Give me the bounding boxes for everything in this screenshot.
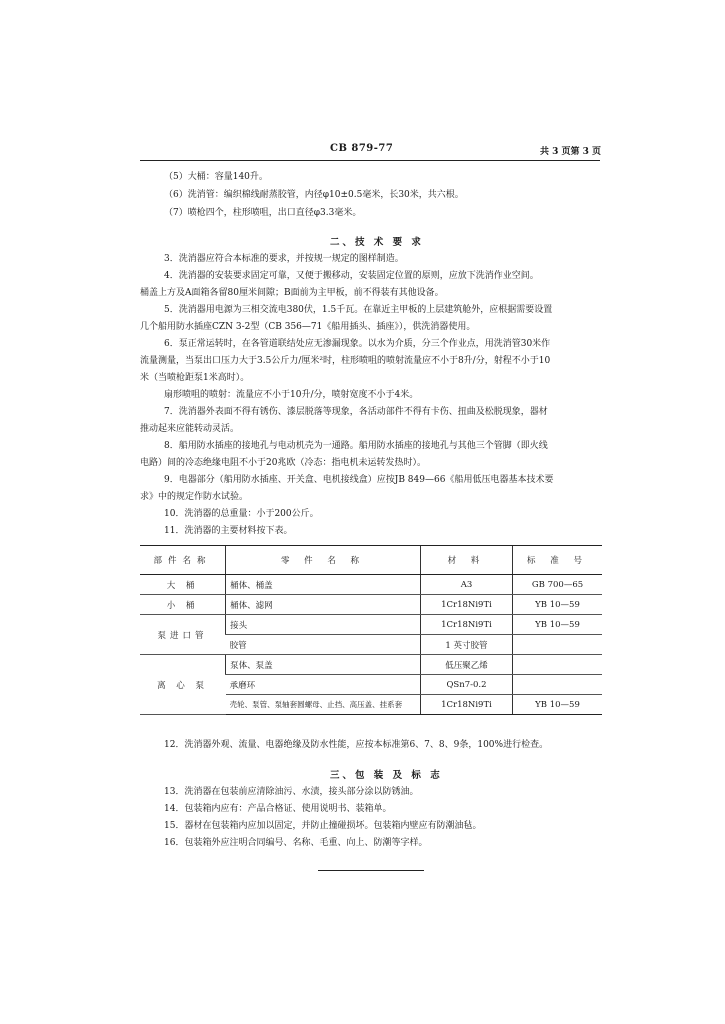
table-row (140, 575, 602, 595)
table-cell: 1Cr18Ni9Ti (420, 695, 512, 715)
req-line: 5．洗消器用电源为三相交流电380伏，1.5千瓦。在靠近主甲板的上层建筑舱外，应根据需要设置 (164, 305, 553, 315)
table-row (140, 615, 602, 635)
req-line: 12．洗消器外观、流量、电器绝缘及防水性能，应按本标准第6、7、8、9条，100%进行检查。 (164, 740, 549, 750)
table-cell: 低压聚乙烯 (420, 655, 512, 675)
header-rule (140, 160, 600, 161)
req-line: 10．洗消器的总重量：小于200公斤。 (164, 509, 319, 519)
table-cell: 大 桶 (140, 575, 226, 595)
section-title-packaging: 三、包 装 及 标 志 (330, 770, 443, 781)
req-line: 流量测量，当泵出口压力大于3.5公斤力/厘米²时，柱形喷咀的喷射流量应不小于8升/分，射程不小于10 (140, 356, 551, 366)
section-title-requirements: 二、技 术 要 求 (330, 237, 424, 248)
req-line: 米（当喷枪距泵1米高时）。 (140, 373, 250, 383)
table-cell: GB 700—65 (513, 575, 602, 595)
table-cell: YB 10—59 (513, 695, 602, 715)
table-cell: 承磨环 (226, 675, 421, 695)
column-header: 标 准 号 (513, 546, 602, 575)
req-line: 求》中的规定作防水试验。 (140, 492, 249, 502)
req-line: 几个船用防水插座CZN 3-2型（CB 356—71《船用插头、插座》），供洗消器使用。 (140, 322, 476, 332)
table-cell: A3 (420, 575, 512, 595)
table-cell (513, 675, 602, 695)
table-cell (513, 655, 602, 675)
item-line: （5）大桶：容量140升。 (164, 172, 268, 182)
item-line: （6）洗消管：编织棉线耐蒸胶管，内径φ10±0.5毫米，长30米，共六根。 (164, 190, 464, 200)
req-line: 11．洗消器的主要材料按下表。 (164, 526, 293, 536)
table-cell: 桶体、滤网 (226, 595, 421, 615)
req-line: 推动起来应能转动灵活。 (140, 424, 240, 434)
column-header: 零 件 名 称 (226, 546, 421, 575)
pack-line: 14．包装箱内应有：产品合格证、使用说明书、装箱单。 (164, 804, 392, 814)
req-line: 6．泵正常运转时，在各管道联结处应无渗漏现象。以水为介质，分三个作业点，用洗消管30米作 (164, 339, 551, 349)
column-header: 材 料 (420, 546, 512, 575)
req-line: 3．洗消器应符合本标准的要求，并按规一规定的图样制造。 (164, 254, 404, 264)
req-line: 7．洗消器外表面不得有锈伤、漆层脱落等现象，各活动部件不得有卡伤、扭曲及松脱现象，器材 (164, 407, 548, 417)
table-row (140, 655, 602, 675)
pack-line: 16．包装箱外应注明合同编号、名称、毛重、向上、防潮等字样。 (164, 838, 428, 848)
req-line: 8．船用防水插座的接地孔与电动机壳为一通路。船用防水插座的接地孔与其他三个管脚（即火线 (164, 441, 548, 451)
table-cell: YB 10—59 (513, 595, 602, 615)
req-line: 电路）间的冷态绝缘电阻不小于20兆欧（冷态：指电机未运转发热时）。 (140, 458, 426, 468)
standard-code: CB 879-77 (330, 143, 394, 154)
req-line: 4．洗消器的安装要求固定可靠，又便于搬移动，安装固定位置的原则，应放下洗消作业空间。 (164, 271, 539, 281)
table-row (140, 595, 602, 615)
table-cell: 1Cr18Ni9Ti (420, 595, 512, 615)
table-cell: 桶体、桶盖 (226, 575, 421, 595)
table-cell: YB 10—59 (513, 615, 602, 635)
table-cell: 泵进口管 (140, 615, 226, 655)
table-cell: 小 桶 (140, 595, 226, 615)
table-cell: 离 心 泵 (140, 655, 226, 715)
materials-table (140, 545, 602, 715)
table-cell: 1Cr18Ni9Ti (420, 615, 512, 635)
req-line: 扇形喷咀的喷射：流量应不小于10升/分，喷射宽度不小于4米。 (164, 390, 419, 400)
table-cell: QSn7-0.2 (420, 675, 512, 695)
column-header: 部件名称 (140, 546, 226, 575)
table-cell: 泵体、泵盖 (226, 655, 421, 675)
req-line: 桶盖上方及A面箱各留80厘米间隙；B面前为主甲板，前不得装有其他设备。 (140, 288, 444, 298)
table-cell: 1 英寸胶管 (420, 635, 512, 655)
table-cell: 壳轮、泵管、泵轴套圆螺母、止挡、高压盖、挂系套 (226, 695, 421, 715)
pack-line: 15．器材在包装箱内应加以固定，并防止撞碰损坏。包装箱内壁应有防潮油毡。 (164, 821, 482, 831)
table-cell: 接头 (226, 615, 421, 635)
table-header-row (140, 546, 602, 575)
end-rule (318, 870, 424, 871)
table-cell (513, 635, 602, 655)
req-line: 9．电器部分（船用防水插座、开关盒、电机接线盒）应按JB 849—66《船用低压电器基本技术要 (164, 475, 554, 485)
pack-line: 13．洗消器在包装前应清除油污、水渍，接头部分涂以防锈油。 (164, 787, 419, 797)
table-cell: 胶管 (226, 635, 421, 655)
item-line: （7）喷枪四个，柱形喷咀，出口直径φ3.3毫米。 (164, 208, 362, 218)
page-number: 共 3 页第 3 页 (540, 147, 602, 157)
